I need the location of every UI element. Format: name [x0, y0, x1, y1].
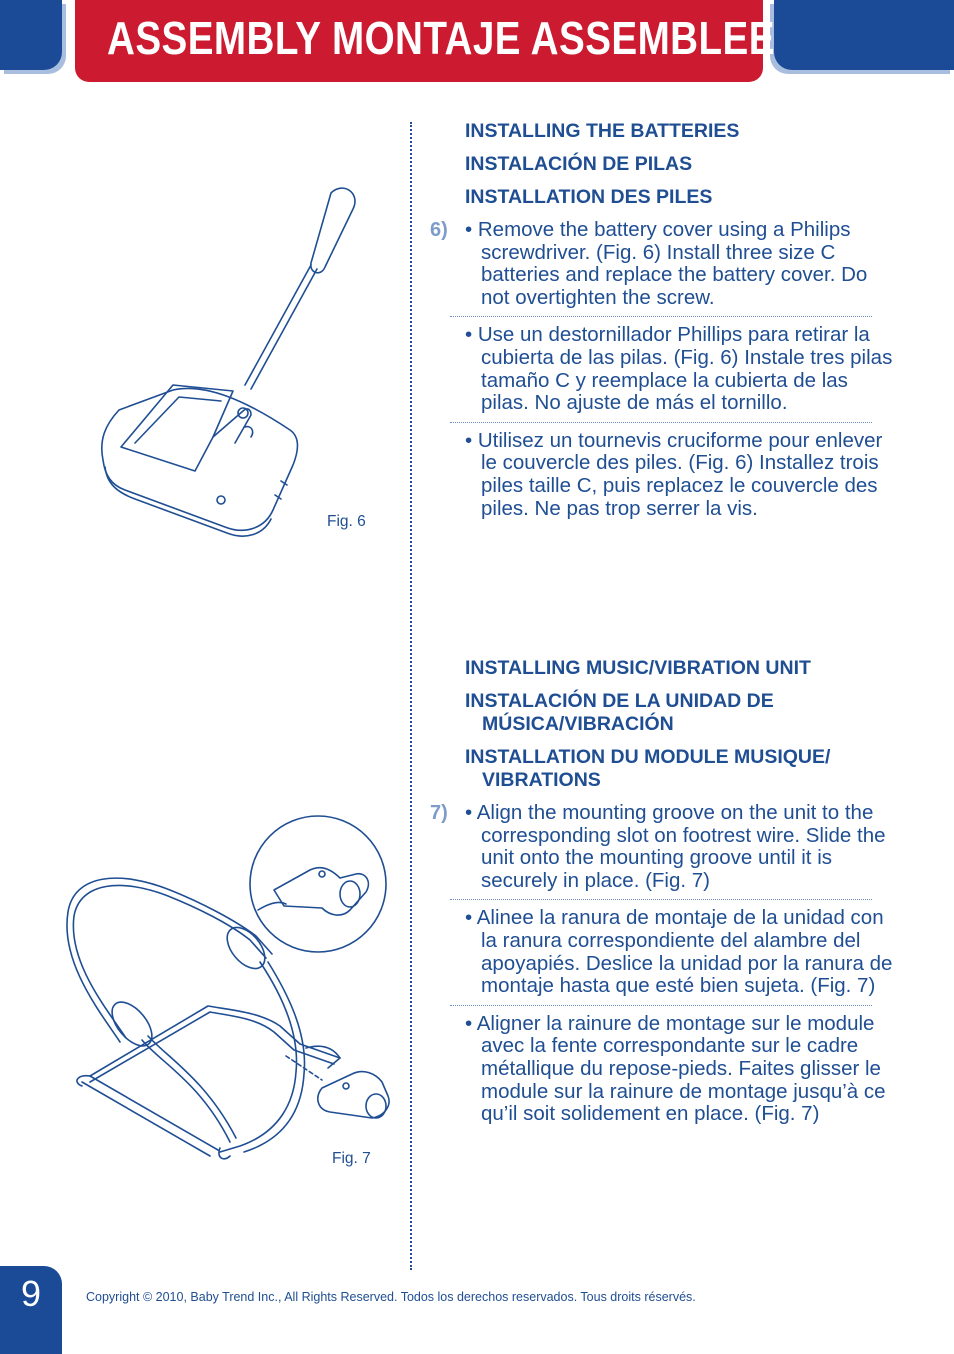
section-music-unit: [430, 657, 900, 1126]
device-body: [102, 388, 298, 530]
fig6-illustration: [95, 185, 315, 540]
dotted-separator: [450, 1005, 872, 1006]
instruction-fr: • Aligner la rainure de montage sur le module avec la fente correspondante sur le cadre métallique du repose-pieds. Faites glisser le module sur la rainure de montage jusqu’à ce qu’il soit solidement en place. (Fig. 7): [465, 1011, 886, 1126]
heading-en: INSTALLING THE BATTERIES: [465, 120, 740, 142]
fig7-label: Fig. 7: [332, 1150, 371, 1167]
battery-cover: [121, 385, 233, 471]
dotted-separator: [450, 899, 872, 900]
title-banner: [75, 0, 775, 82]
instruction-es: • Alinee la ranura de montaje de la unidad con la ranura correspondiente del alambre del apoyapiés. Deslice la unidad por la ranura de montaje hasta que esté bien sujeta. (Fig. 7): [465, 906, 893, 998]
header-right-tab: [774, 0, 954, 70]
step-number: 7): [430, 802, 448, 824]
section-batteries: [430, 120, 900, 520]
heading-fr: INSTALLATION DU MODULE MUSIQUE/ VIBRATIONS: [465, 746, 831, 791]
heading-en: INSTALLING MUSIC/VIBRATION UNIT: [465, 657, 811, 679]
heading-fr: INSTALLATION DES PILES: [465, 186, 713, 208]
header-left-tab: [0, 0, 62, 70]
column-divider: [410, 122, 412, 1270]
screwdriver-shaft: [245, 265, 317, 389]
device-base: [105, 467, 271, 536]
instruction-en: • Remove the battery cover using a Philips screwdriver. (Fig. 6) Install three size C batteries and replace the battery cover. Do not overtighten the screw.: [465, 218, 868, 309]
copyright-text: Copyright © 2010, Baby Trend Inc., All Rights Reserved. Todos los derechos reservados. Tous droits réservés.: [86, 1290, 696, 1304]
page-number: 9: [0, 1266, 62, 1354]
bouncer-legs: [220, 962, 305, 1152]
fig7-illustration: [60, 812, 400, 1162]
step-6: [430, 219, 900, 520]
fig6-label: Fig. 6: [327, 513, 366, 530]
heading-es: INSTALACIÓN DE LA UNIDAD DE MÚSICA/VIBRACIÓN: [465, 690, 774, 735]
page-title: ASSEMBLY MONTAJE ASSEMBLEE: [107, 12, 775, 64]
step-7: [430, 802, 900, 1126]
step-number: 6): [430, 219, 448, 241]
instruction-en: • Align the mounting groove on the unit to the corresponding slot on footrest wire. Slide the unit onto the mounting groove until it is securely in place. (Fig. 7): [465, 801, 886, 892]
dotted-separator: [450, 422, 872, 423]
screwdriver-handle: [311, 188, 355, 273]
heading-es: INSTALACIÓN DE PILAS: [465, 153, 693, 175]
dotted-separator: [450, 316, 872, 317]
detail-circle: [250, 816, 386, 952]
instruction-es: • Use un destornillador Phillips para retirar la cubierta de las pilas. (Fig. 6) Instale tres pilas tamaño C y reemplace la cubierta de las pilas. No ajuste de más el tornillo.: [465, 323, 893, 415]
instruction-fr: • Utilisez un tournevis cruciforme pour enlever le couvercle des piles. (Fig. 6) Installez trois piles taille C, puis replacez le couvercle des piles. Ne pas trop serrer la vis.: [465, 428, 883, 520]
